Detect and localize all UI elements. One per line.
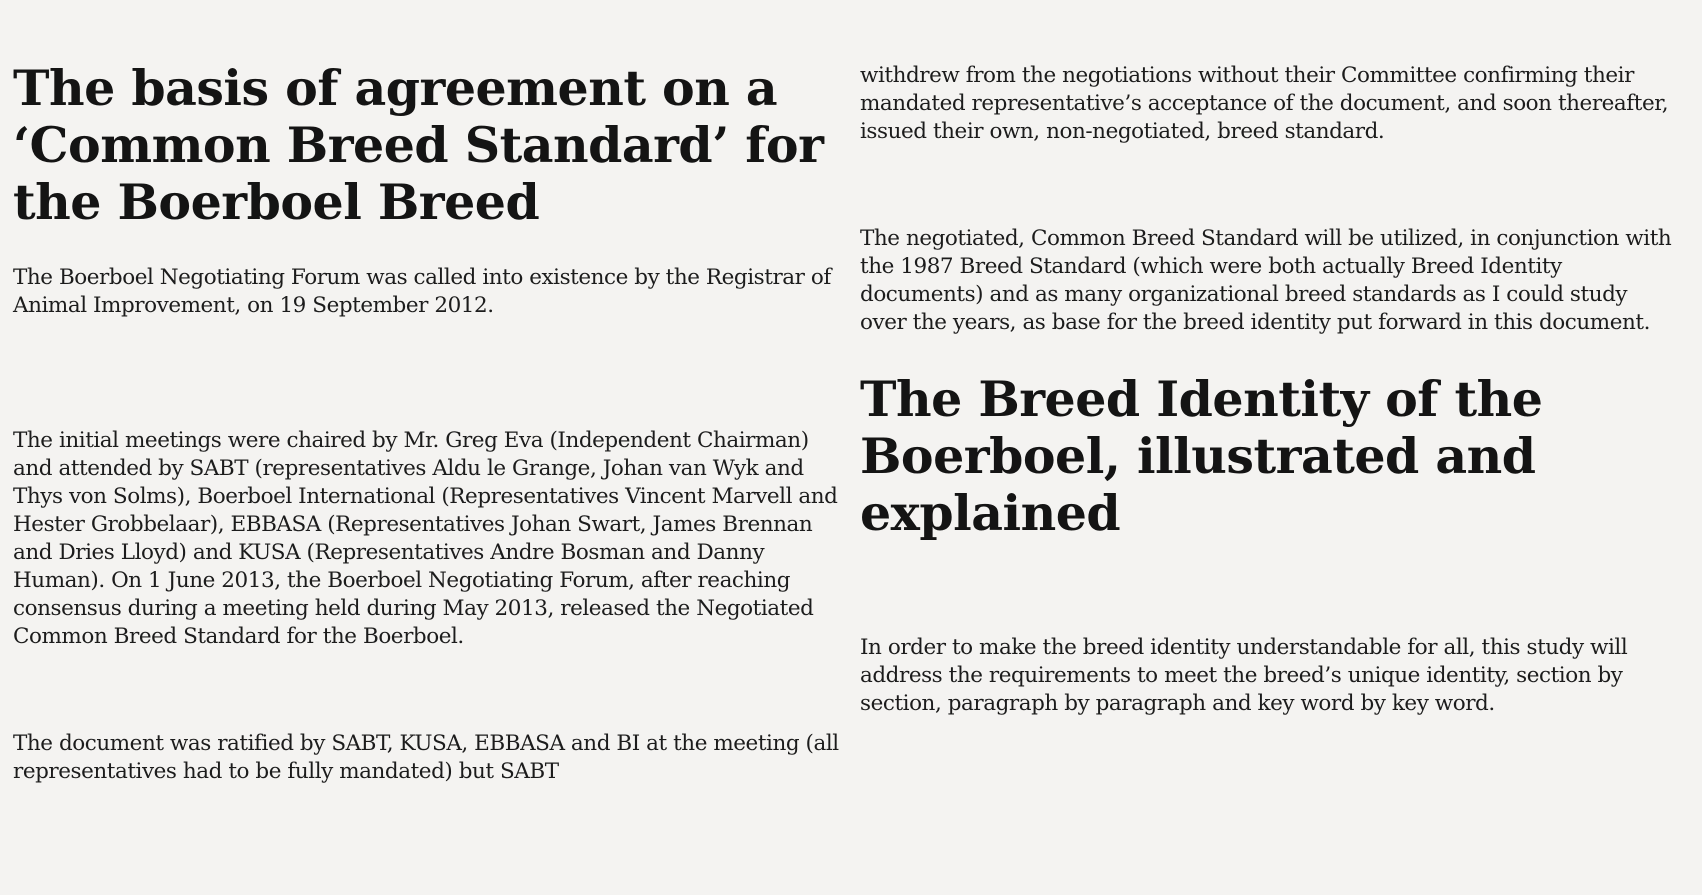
left-column	[13, 0, 843, 786]
right-column	[860, 0, 1675, 718]
paragraph-initial-meetings: The initial meetings were chaired by Mr. Greg Eva (Independent Chairman) and attended by SABT (representatives Aldu le Grange, Johan van Wyk and Thys von Solms), Boerboel International (Representatives Vincent Marvell and Hester Grobbelaar), EBBASA (Representatives Johan Swart, James Brennan and Dries Lloyd) and KUSA (Representatives Andre Bosman and Danny Human). On 1 June 2013, the Boerboel Negotiating Forum, after reaching consensus during a meeting held during May 2013, released the Negotiated Common Breed Standard for the Boerboel.	[13, 428, 838, 649]
paragraph-sabt-withdrawal: withdrew from the negotiations without their Committee confirming their mandated representative’s acceptance of the document, and soon thereafter, issued their own, non-negotiated, breed standard.	[860, 63, 1669, 144]
paragraph-standard-usage: The negotiated, Common Breed Standard will be utilized, in conjunction with the 1987 Breed Standard (which were both actually Breed Identity documents) and as many organizational breed standards as I could study over the years, as base for the breed identity put forward in this document.	[860, 226, 1672, 335]
section-heading: The Breed Identity of the Boerboel, illustrated and explained	[860, 370, 1543, 542]
paragraph-ratification: The document was ratified by SABT, KUSA, EBBASA and BI at the meeting (all representatives had to be fully mandated) but SABT	[13, 731, 839, 784]
page-title: The basis of agreement on a ‘Common Breed Standard’ for the Boerboel Breed	[13, 59, 824, 231]
paragraph-forum-origin: The Boerboel Negotiating Forum was called into existence by the Registrar of Animal Improvement, on 19 September 2012.	[13, 265, 831, 318]
paragraph-study-approach: In order to make the breed identity understandable for all, this study will address the requirements to meet the breed’s unique identity, section by section, paragraph by paragraph and key word by key word.	[860, 635, 1628, 716]
